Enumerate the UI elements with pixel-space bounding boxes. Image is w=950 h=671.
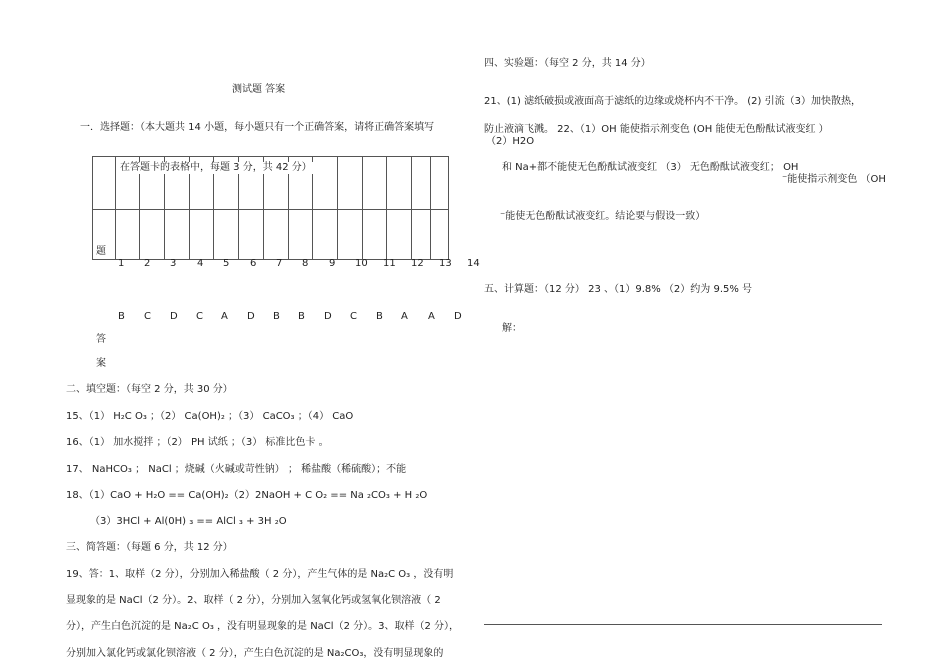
- question-22-line5: ⁻能使指示剂变色 （OH: [782, 174, 886, 185]
- question-number: 5: [223, 258, 230, 269]
- grid-col-line: [386, 157, 387, 259]
- section4-heading: 四、实验题：（每空 2 分，共 14 分）: [484, 58, 651, 69]
- answer-letter: B: [298, 311, 305, 322]
- answer-letter: B: [376, 311, 383, 322]
- answer-letter: B: [118, 311, 125, 322]
- question-number: 2: [144, 258, 151, 269]
- grid-col-line: [115, 157, 116, 259]
- question-number: 6: [250, 258, 257, 269]
- question-number: 4: [197, 258, 204, 269]
- question-number: 7: [276, 258, 283, 269]
- question-16: 16、（1） 加水搅拌 ；（2） PH 试纸 ；（3） 标准比色卡 。: [66, 437, 329, 448]
- answer-letter: D: [454, 311, 462, 322]
- question-19-line1: 19、答：1、取样（2 分），分别加入稀盐酸（ 2 分），产生气体的是 Na₂C O₃ ，没有明: [66, 569, 454, 580]
- section1-heading: 一．选择题：（本大题共 14 小题，每小题只有一个正确答案，请将正确答案填写: [80, 122, 435, 133]
- answer-letter: B: [273, 311, 280, 322]
- question-number: 12: [411, 258, 424, 269]
- question-22-line2: 防止液滴飞溅。 22、（1）OH 能使指示剂变色 (OH 能使无色酚酞试液变红 ）: [484, 124, 829, 135]
- question-19-line4: 分别加入氯化钙或氯化钡溶液（ 2 分），产生白色沉淀的是 Na₂CO₃，没有明显现象的: [66, 648, 444, 659]
- grid-col-line: [362, 157, 363, 259]
- grid-col-line: [411, 157, 412, 259]
- question-number: 11: [383, 258, 396, 269]
- grid-col-line: [337, 157, 338, 259]
- answer-letter: A: [401, 311, 408, 322]
- answer-row-label-1: 答: [96, 334, 106, 345]
- question-19-line3: 分），产生白色沉淀的是 Na₂C O₃ ，没有明显现象的是 NaCl（2 分）。3、取样（2 分），: [66, 621, 460, 632]
- answer-row-label-2: 案: [96, 358, 106, 369]
- section3-heading: 三、简答题：（每题 6 分，共 12 分）: [66, 542, 233, 553]
- question-row-label: 题: [96, 246, 106, 257]
- answer-letter: C: [144, 311, 151, 322]
- question-18-part2: （3）3HCl + Al(0H) ₃ == AlCl ₃ + 3H ₂O: [90, 516, 287, 527]
- question-19-line2: 显现象的是 NaCl（2 分）。2、取样（ 2 分），分别加入氢氧化钙或氢氧化钡溶液（ 2: [66, 595, 441, 606]
- question-number: 3: [170, 258, 177, 269]
- question-number: 10: [355, 258, 368, 269]
- grid-col-line: [430, 157, 431, 259]
- answer-letter: A: [428, 311, 435, 322]
- question-21-line1: 21、(1) 滤纸破损或液面高于滤纸的边缘或烧杯内不干净。 (2) 引流（3）加快散热，: [484, 96, 861, 107]
- answer-letter: D: [247, 311, 255, 322]
- answer-letter: C: [196, 311, 203, 322]
- question-number: 1: [118, 258, 125, 269]
- question-22-line4: 和 Na+都不能使无色酚酞试液变红 （3） 无色酚酞试液变红； OH: [502, 162, 799, 173]
- question-number: 9: [329, 258, 336, 269]
- question-22-line6: ⁻能使无色酚酞试液变红。结论要与假设一致）: [500, 211, 706, 222]
- question-18-part1: 18、（1）CaO + H₂O == Ca(OH)₂（2）2NaOH + C O₂ == Na ₂CO₃ + H ₂O: [66, 490, 428, 501]
- question-22-line3: （2）H2O: [486, 136, 535, 147]
- section5-heading: 五、计算题：（12 分） 23 、（1）9.8% （2）约为 9.5% 号: [484, 284, 753, 295]
- question-15: 15、（1） H₂C O₃ ；（2） Ca(OH)₂ ；（3） CaCO₃ ；（4） CaO: [66, 411, 354, 422]
- page-title: 测试题 答案: [232, 84, 286, 95]
- question-17: 17、 NaHCO₃ ； NaCl ；烧碱（火碱或苛性钠） ； 稀盐酸（稀硫酸）；不能: [66, 464, 407, 475]
- answer-letter: D: [170, 311, 178, 322]
- solution-label: 解：: [502, 323, 522, 334]
- footer-rule: [484, 624, 882, 625]
- answer-letter: A: [221, 311, 228, 322]
- question-number: 13: [439, 258, 452, 269]
- question-number: 8: [302, 258, 309, 269]
- grid-divider: [93, 209, 448, 210]
- answer-letter: D: [324, 311, 332, 322]
- section1-heading-continued: 在答题卡的表格中，每题 3 分，共 42 分）: [120, 162, 312, 173]
- answer-letter: C: [350, 311, 357, 322]
- question-number: 14: [467, 258, 480, 269]
- section2-heading: 二、填空题：（每空 2 分，共 30 分）: [66, 384, 233, 395]
